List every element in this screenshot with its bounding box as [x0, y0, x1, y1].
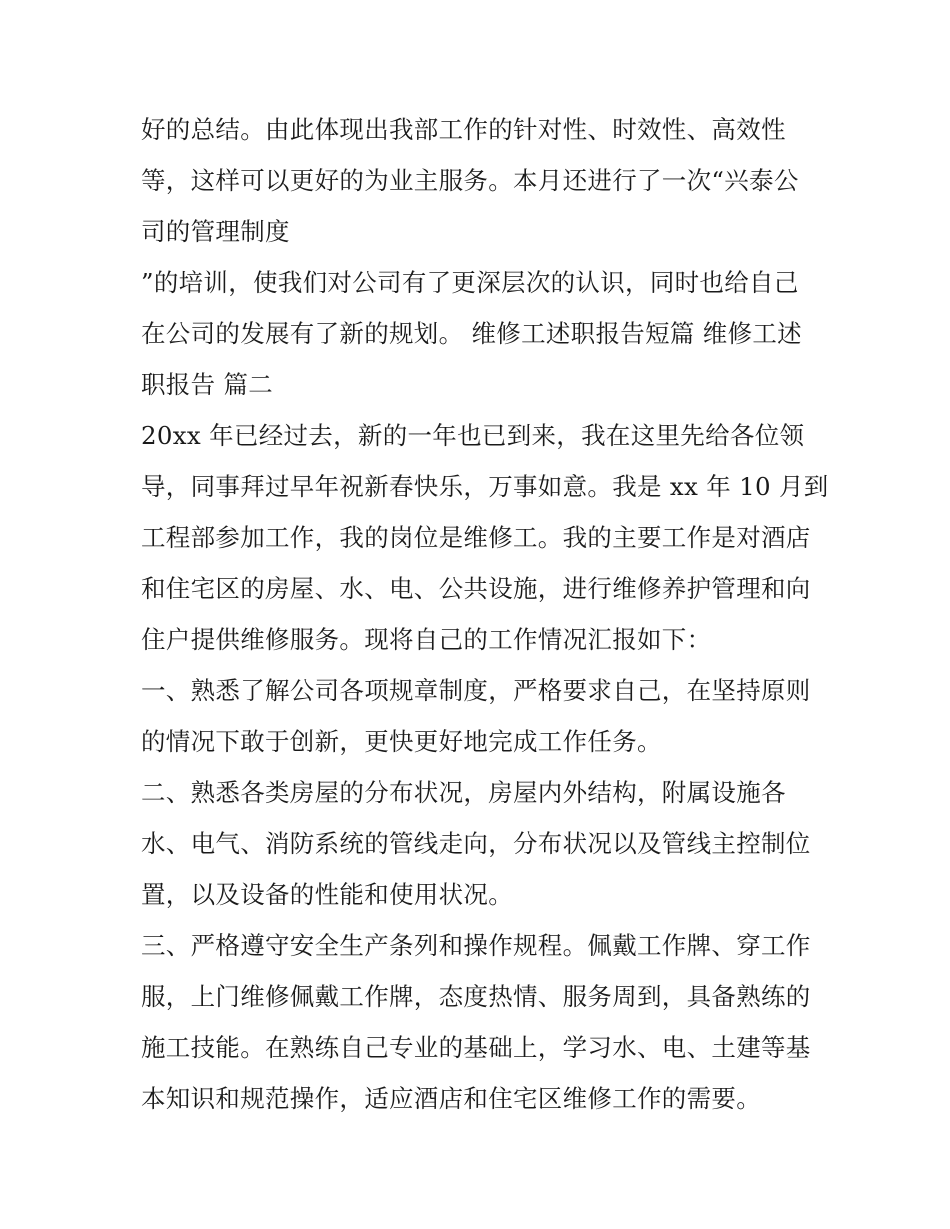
- text-line: 导，同事拜过早年祝新春快乐，万事如意。我是 xx 年 10 月到: [141, 472, 829, 501]
- text-line: 等，这样可以更好的为业主服务。本月还进行了一次“兴泰公: [141, 166, 799, 195]
- text-line: 和住宅区的房屋、水、电、公共设施，进行维修养护管理和向: [141, 574, 811, 603]
- text-line: 二、熟悉各类房屋的分布状况，房屋内外结构，附属设施各: [141, 778, 786, 807]
- text-line: 好的总结。由此体现出我部工作的针对性、时效性、高效性: [141, 115, 786, 144]
- text-line: 服，上门维修佩戴工作牌，态度热情、服务周到，具备熟练的: [141, 982, 811, 1011]
- text-line: 本知识和规范操作，适应酒店和住宅区维修工作的需要。: [141, 1084, 761, 1113]
- text-line: 20xx 年已经过去，新的一年也已到来，我在这里先给各位领: [141, 421, 805, 450]
- text-line: 在公司的发展有了新的规划。 维修工述职报告短篇 维修工述: [141, 319, 802, 348]
- text-line: 一、熟悉了解公司各项规章制度，严格要求自己，在坚持原则: [141, 676, 811, 705]
- text-line: 的情况下敢于创新，更快更好地完成工作任务。: [141, 727, 662, 756]
- text-line: ”的培训，使我们对公司有了更深层次的认识，同时也给自己: [141, 268, 799, 297]
- text-line: 住户提供维修服务。现将自己的工作情况汇报如下：: [141, 625, 712, 654]
- document-body: [141, 104, 829, 1124]
- text-line: 置，以及设备的性能和使用状况。: [141, 880, 513, 909]
- text-line: 施工技能。在熟练自己专业的基础上，学习水、电、土建等基: [141, 1033, 811, 1062]
- text-line: 职报告 篇二: [141, 370, 274, 399]
- text-line: 工程部参加工作，我的岗位是维修工。我的主要工作是对酒店: [141, 523, 811, 552]
- text-line: 三、严格遵守安全生产条列和操作规程。佩戴工作牌、穿工作: [141, 931, 811, 960]
- text-line: 司的管理制度: [141, 217, 290, 246]
- text-line: 水、电气、消防系统的管线走向，分布状况以及管线主控制位: [141, 829, 811, 858]
